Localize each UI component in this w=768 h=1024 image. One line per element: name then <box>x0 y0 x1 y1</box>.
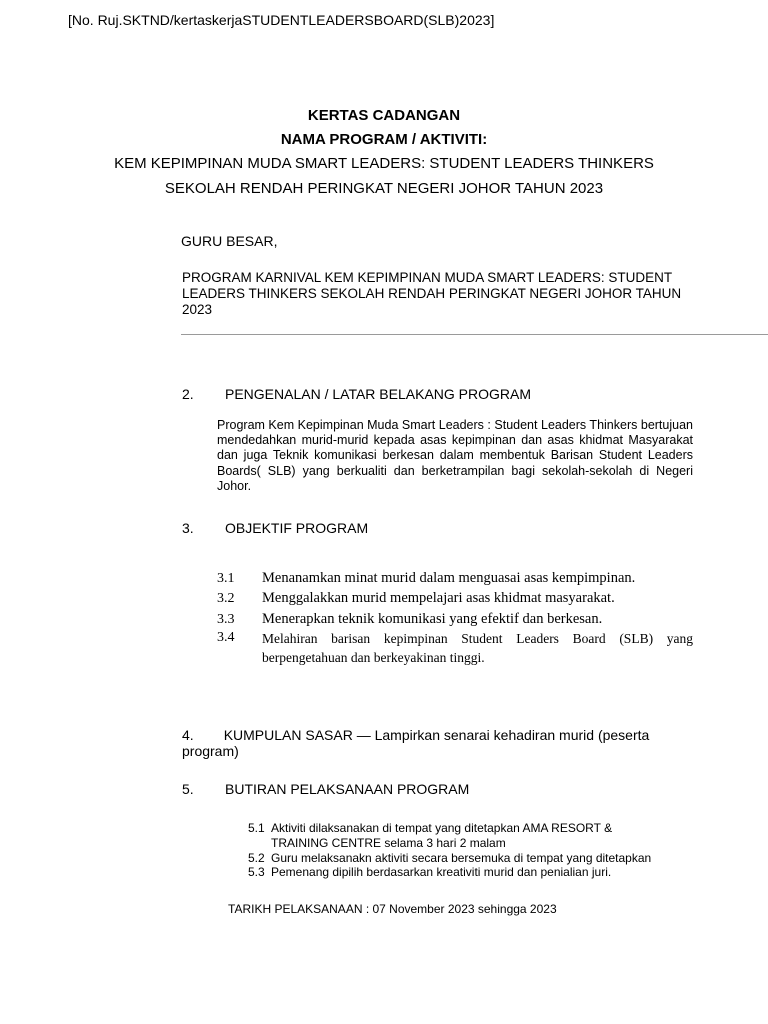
addressee: GURU BESAR, <box>181 233 278 249</box>
program-name-label: NAMA PROGRAM / AKTIVITI: <box>280 131 488 148</box>
objective-3-4-number: 3.4 <box>217 630 235 645</box>
document-title: KERTAS CADANGAN <box>307 107 461 124</box>
objective-3-1-text: Menanamkan minat murid dalam menguasai asas kempimpinan. <box>262 570 636 586</box>
section-3-title: OBJEKTIF PROGRAM <box>225 520 369 536</box>
implementation-5-3-text: Pemenang dipilih berdasarkan kreativiti murid dan penialian juri. <box>271 865 612 879</box>
implementation-5-2-text: Guru melaksanakn aktiviti secara bersemuka di tempat yang ditetapkan <box>271 851 652 865</box>
section-3-number: 3. <box>182 520 194 536</box>
section-2-title: PENGENALAN / LATAR BELAKANG PROGRAM <box>225 386 532 402</box>
section-5-number: 5. <box>182 781 194 797</box>
reference-number: [No. Ruj.SKTND/kertaskerjaSTUDENTLEADERSBOARD(SLB)2023] <box>68 12 495 28</box>
section-4-title: KUMPULAN SASAR — Lampirkan senarai kehadiran murid (peserta program) <box>182 727 650 759</box>
objective-3-1-number: 3.1 <box>217 571 235 586</box>
implementation-5-3-number: 5.3 <box>248 865 265 879</box>
subject-heading: PROGRAM KARNIVAL KEM KEPIMPINAN MUDA SMART LEADERS: STUDENT LEADERS THINKERS SEKOLAH RENDAH PERINGKAT NEGERI JOHOR TAHUN 2023 <box>182 270 682 317</box>
objective-3-2-number: 3.2 <box>217 591 235 606</box>
section-4-number: 4. <box>182 727 194 743</box>
implementation-5-1-line-1: Aktiviti dilaksanakan di tempat yang ditetapkan AMA RESORT & <box>271 821 613 835</box>
section-4 <box>182 727 682 759</box>
implementation-5-2-number: 5.2 <box>248 851 265 865</box>
objective-3-3-number: 3.3 <box>217 612 235 627</box>
implementation-5-1-number: 5.1 <box>248 821 265 835</box>
implementation-date: TARIKH PELAKSANAAN : 07 November 2023 sehingga 2023 <box>228 902 557 916</box>
program-name-line-1: KEM KEPIMPINAN MUDA SMART LEADERS: STUDENT LEADERS THINKERS <box>114 155 654 172</box>
objective-3-3-text: Menerapkan teknik komunikasi yang efektif dan berkesan. <box>262 611 603 627</box>
section-2-body: Program Kem Kepimpinan Muda Smart Leaders : Student Leaders Thinkers bertujuan mendedahkan murid-murid kepada asas kepimpinan dan asas khidmat Masyarakat dan juga Teknik komunikasi berkesan dalam membentuk Barisan Student Leaders Boards( SLB) yang berkualiti dan berketrampilan bagi sekolah-sekolah di Negeri Johor. <box>217 418 693 493</box>
program-name-line-2: SEKOLAH RENDAH PERINGKAT NEGERI JOHOR TAHUN 2023 <box>164 180 604 197</box>
implementation-5-1-line-2: TRAINING CENTRE selama 3 hari 2 malam <box>271 836 506 850</box>
section-5-title: BUTIRAN PELAKSANAAN PROGRAM <box>225 781 470 797</box>
objective-3-2-text: Menggalakkan murid mempelajari asas khidmat masyarakat. <box>262 590 615 606</box>
horizontal-divider <box>181 334 768 335</box>
objective-3-4-text: Melahiran barisan kepimpinan Student Leaders Board (SLB) yang berpengetahuan dan berkeyakinan tinggi. <box>262 631 693 665</box>
section-2-number: 2. <box>182 386 194 402</box>
